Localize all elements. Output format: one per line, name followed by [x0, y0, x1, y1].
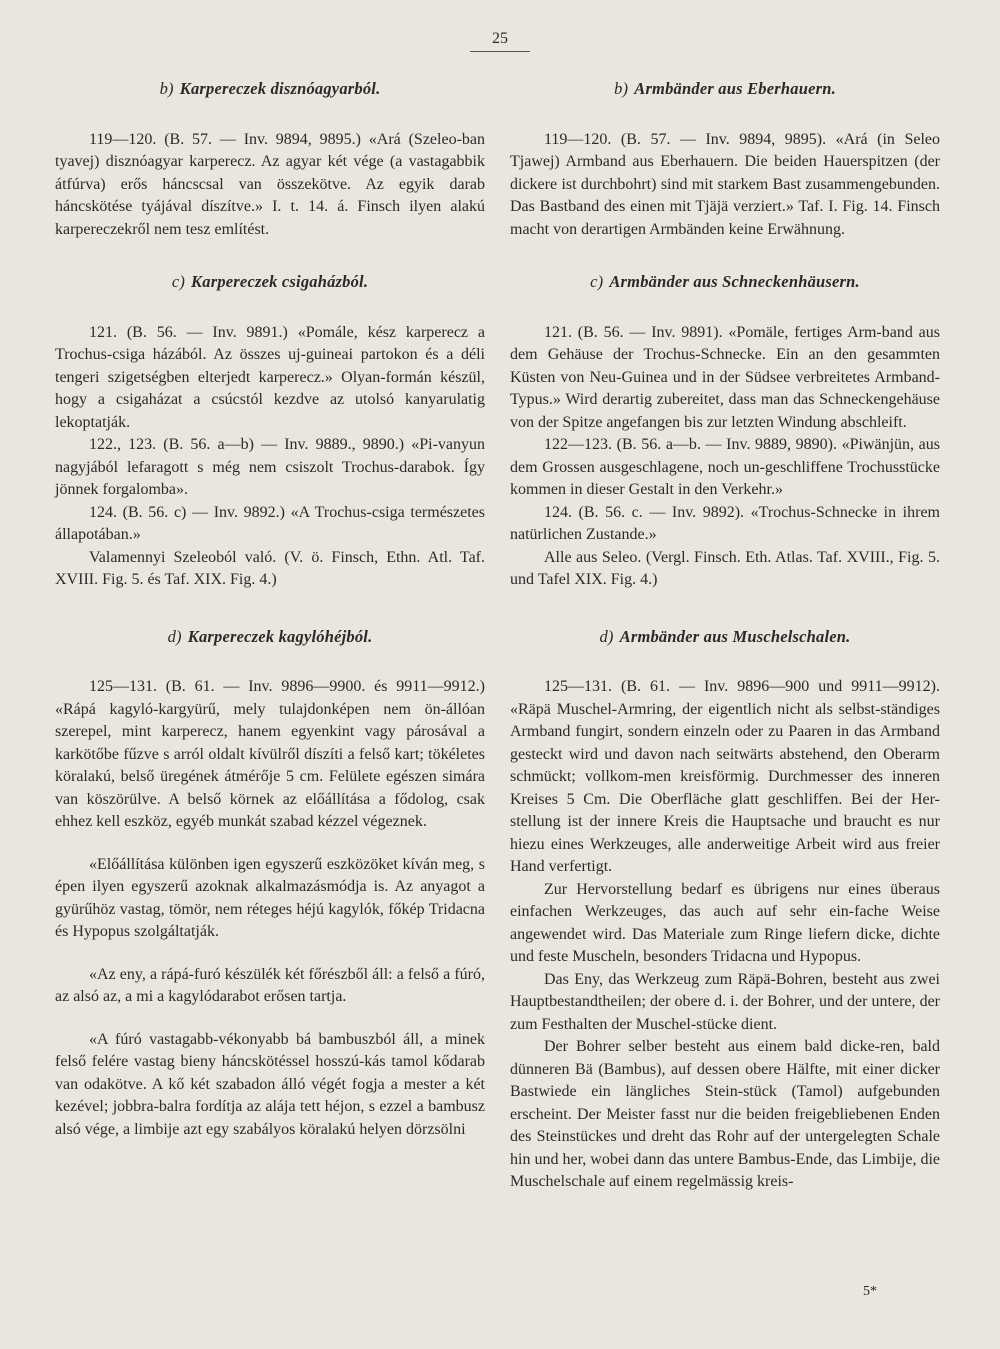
paragraph: 124. (B. 56. c) — Inv. 9892.) «A Trochus-csiga természetes állapotában.» [55, 503, 485, 543]
section-heading [510, 626, 940, 649]
paragraph: 125—131. (B. 61. — Inv. 9896—900 und 9911—9912). «Räpä Muschel-Armring, der eigentlich nicht als selbst-ständiges Armband fungirt, sondern einzeln oder zu Paaren in das Armband gesteckt wird und davon nach seitwärts abstehend, den Oberarm schmückt; vollkom-men kreisförmig. Durchmesser des inneren Kreises 5 Cm. Die Oberfläche glatt geschliffen. Bei der Her-stellung ist der innere Kreis die Hauptsache und braucht es nur hiezu eines Werkzeuges, alle anderweitige Arbeit wird aus freier Hand verfertigt. [510, 678, 940, 875]
page-number: 25 [470, 30, 530, 52]
paragraph: Der Bohrer selber besteht aus einem bald dicke-ren, bald dünneren Bä (Bambus), auf dessen obere Hälfte, mit einer dicker Bastwiede ein längliches Stein-stück (Tamol) aufgebunden erscheint. Der Meister fasst nur die beiden freigebliebenen Enden des Steinstückes und dreht das Rohr auf der untergelegten Schale hin und her, wobei dann das untere Bambus-Ende, das Limbije, die Muschelschale auf einem regelmässig kreis- [510, 1038, 940, 1190]
paragraph: Valamennyi Szeleoból való. (V. ö. Finsch, Ethn. Atl. Taf. XVIII. Fig. 5. és Taf. XIX. Fig. 4.) [55, 548, 485, 588]
section-heading [510, 271, 940, 294]
section-title: Karpereczek disznóagyarból. [179, 79, 381, 98]
section-label: b) [159, 79, 174, 98]
section-label: c) [171, 272, 186, 291]
signature-mark: 5* [863, 1284, 877, 1299]
paragraph: 122., 123. (B. 56. a—b) — Inv. 9889., 9890.) «Pi-vanyun nagyjából lefaragott s még nem csiszolt Trochus-darabok. Így jönnek forgalomba». [55, 436, 485, 498]
paragraph: 121. (B. 56. — Inv. 9891.) «Pomále, kész karperecz a Trochus-csiga házából. Az összes uj-guineai partokon és a déli tengeri szigetségben elterjedt karperecz.» Olyan-formán készül, hogy a csigaházat a csúcstól kezdve az utolsó kanyarulatig lekoptatják. [55, 323, 485, 431]
section-label: c) [590, 272, 604, 291]
paragraph: 119—120. (B. 57. — Inv. 9894, 9895). «Ará (in Seleo Tjawej) Armband aus Eberhauern. Die beiden Hauerspitzen (der dickere ist durchbohrt) sind mit starkem Bast zusammengebunden. Das Bastband des einen mit Tjäjä verziert.» Taf. I. Fig. 14. Finsch macht von derartigen Armbänden keine Erwähnung. [510, 130, 940, 238]
paragraph: «A fúró vastagabb-vékonyabb bá bambuszból áll, a minek felső felére vastag bieny háncskötéssel hosszú-kás tamol kődarab van odakötve. A kő két szabadon álló végét fogja a mester a két kezével; jobbra-balra fordítja az alája tett héjon, s ezzel a bambusz alsó vége, a limbije azt egy szabályos köralakú helyen dörzsölni [55, 1030, 485, 1138]
paragraph: Zur Hervorstellung bedarf es übrigens nur eines überaus einfachen Werkzeuges, das auch auf sehr ein-fache Weise angewendet wird. Das Materiale zum Ringe liefern dicke, dichte und feste Muscheln, besonders Tridacna und Hypopus. [510, 880, 940, 965]
section-title: Armbänder aus Muschelschalen. [619, 626, 851, 646]
section-title: Armbänder aus Schneckenhäusern. [609, 272, 860, 291]
section-heading [55, 78, 485, 101]
paragraph: «Előállítása különben igen egyszerű eszközöket kíván meg, s épen ilyen egyszerű azoknak alkalmazásmódja is. Az anyagot a gyürűhöz vastag, tömör, nem réteges héjú kagylók, főkép Tridacna és Hypopus szolgáltatják. [55, 855, 485, 940]
section-heading [55, 271, 485, 294]
paragraph: «Az eny, a rápá-furó készülék két főrészből áll: a felső a fúró, az alsó az, a mi a kagylódarabot erősen tartja. [55, 965, 485, 1005]
paragraph: 124. (B. 56. c. — Inv. 9892). «Trochus-Schnecke in ihrem natürlichen Zustande.» [510, 503, 940, 543]
paragraph: 119—120. (B. 57. — Inv. 9894, 9895.) «Ará (Szeleo-ban tyavej) disznóagyar karperecz. Az agyar két vége (a vastagabbik átfúrva) erős háncscsal van összekötve. Az egyik darab háncskötése tyájával díszítve.» I. t. 14. á. Finsch ilyen alakú karpereczekről nem tesz említést. [55, 130, 485, 238]
paragraph: 121. (B. 56. — Inv. 9891). «Pomäle, fertiges Arm-band aus dem Gehäuse der Trochus-Schnecke. Ein an den gesammten Küsten von Neu-Guinea und in der Südsee verbreitetes Armband-Typus.» Wird derartig zubereitet, dass man das Schneckengehäuse von der Spitze angefangen bis zur letzten Windung abschleift. [510, 323, 940, 431]
german-column [510, 78, 940, 1194]
section-heading [510, 78, 940, 101]
section-label: b) [614, 79, 629, 98]
paragraph: 122—123. (B. 56. a—b. — Inv. 9889, 9890). «Piwänjün, aus dem Grossen ausgeschlagene, noch un-geschliffene Trochusstücke kommen in dieser Gestalt in den Verkehr.» [510, 436, 940, 498]
paragraph: Das Eny, das Werkzeug zum Räpä-Bohren, besteht aus zwei Hauptbestandtheilen; der obere d. i. der Bohrer, und der untere, der zum Festhalten der Muschel-stücke dient. [510, 970, 940, 1033]
section-title: Armbänder aus Eberhauern. [634, 79, 836, 98]
paragraph: Alle aus Seleo. (Vergl. Finsch. Eth. Atlas. Taf. XVIII., Fig. 5. und Tafel XIX. Fig. 4.) [510, 548, 940, 588]
section-label: d) [599, 626, 614, 646]
section-title: Karpereczek kagylóhéjból. [187, 626, 373, 646]
section-label: d) [167, 626, 182, 646]
hungarian-column [55, 78, 485, 1141]
section-heading [55, 626, 485, 649]
section-title: Karpereczek csigaházból. [191, 272, 369, 291]
paragraph: 125—131. (B. 61. — Inv. 9896—9900. és 9911—9912.) «Rápá kagyló-kargyürű, mely tulajdonképen nem ön-állóan szerepel, mint karperecz, hanem egyenkint vagy párosával a karkötőbe fűzve s arról oldalt kívülről díszíti a felső kart; tökéletes köralakú, belső üregének átmérője 5 cm. Felülete egészen simára van köszörülve. A belső körnek az előállítása a fődolog, csak ehhez kell eszköz, egyéb munkát szabad kézzel végeznek. [55, 678, 485, 830]
